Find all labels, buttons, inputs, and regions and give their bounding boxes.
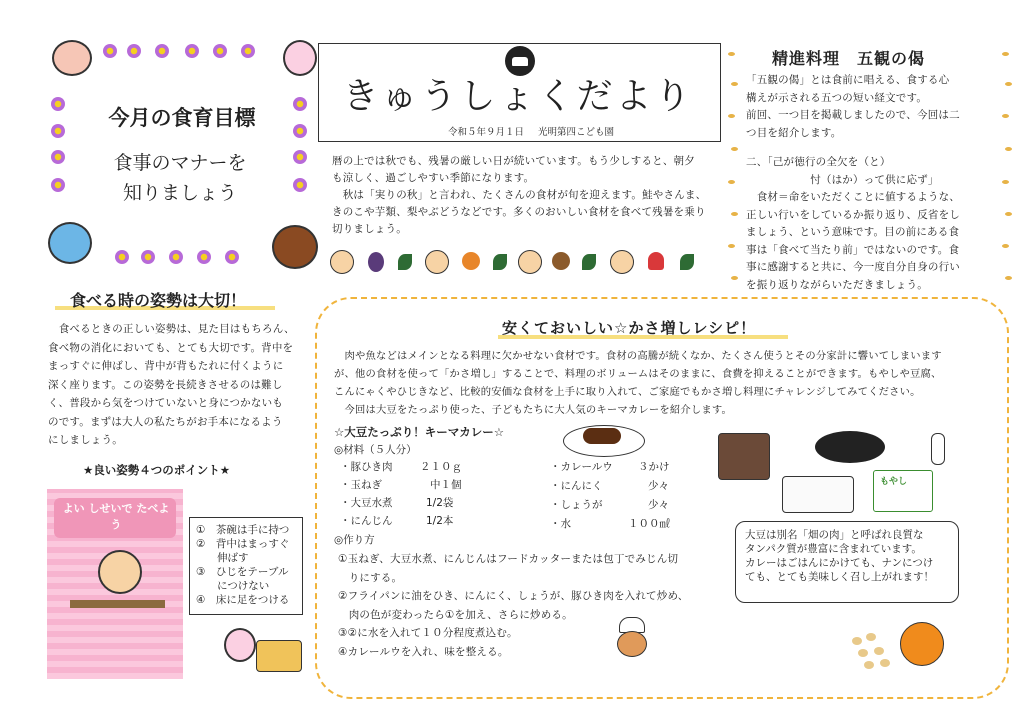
chef-icon [613, 617, 649, 661]
recipe-intro-line: が、他の食材を使って「かさ増し」することで、料理のボリュームはそのままに、食費を抑えることができます。もやしや豆腐、 [334, 368, 942, 380]
flower-icon [155, 44, 169, 58]
shojin-line: 「五観の偈」とは食前に唱える、食する心 [746, 74, 950, 86]
flower-icon [241, 44, 255, 58]
ingredient-name: ・玉ねぎ [340, 479, 382, 491]
pig-icon [52, 40, 92, 76]
shojin-line: つ目を紹介します。 [746, 126, 842, 139]
posture-line: 食べ物の消化においても、とても大切です。背中を [48, 341, 294, 354]
point-item: ① 茶碗は手に持つ [196, 524, 290, 536]
pumpkin-character-icon [900, 622, 944, 666]
school-name: 光明第四こども園 [538, 127, 615, 138]
bear-icon [272, 225, 318, 269]
soybean-note-line: ても、とても美味しく召し上がれます！ [745, 571, 934, 583]
ingredient-name: ・豚ひき肉 [340, 461, 393, 473]
tofu-icon [782, 476, 854, 513]
shojin-line: を振り返りながらいただきましょう。 [746, 278, 928, 291]
shojin-line: ましょう、という意味です。目の前にある食 [746, 226, 960, 238]
konnyaku-icon [718, 433, 770, 480]
flower-icon [51, 178, 65, 192]
recipe-step: 肉の色が変わったら①を加え、さらに炒める。 [338, 608, 573, 621]
rabbit-icon [283, 40, 317, 76]
recipe-intro-line: 今回は大豆をたっぷり使った、子どもたちに大人気のキーマカレーを紹介します。 [334, 404, 733, 416]
flower-icon [225, 250, 239, 264]
soybean-note-line: カレーはごはんにかけても、ナンにつけ [745, 557, 934, 569]
ingredient-name: ・大豆水煮 [340, 497, 393, 509]
grape-icon [368, 252, 384, 272]
recipe-intro [334, 347, 994, 419]
chestnut-icon [552, 252, 570, 270]
flower-icon [51, 150, 65, 164]
shojin-line: 忖（はか）って供に応ず」 [746, 173, 939, 186]
flower-icon [293, 150, 307, 164]
materials-label: ◎材料（５人分） [334, 444, 417, 456]
soybean-note-line: 大豆は別名「畑の肉」と呼ばれ良質な [745, 529, 924, 541]
flower-icon [115, 250, 129, 264]
child-face-icon [518, 250, 542, 274]
flower-icon [169, 250, 183, 264]
point-item: ② 背中はまっすぐ [196, 538, 290, 550]
recipe-step: ④カレールウを入れ、味を整える。 [338, 645, 509, 658]
ingredient-name: ・カレールウ [550, 461, 613, 473]
point-item: につけない [196, 580, 270, 592]
point-item: ④ 床に足をつける [196, 594, 290, 606]
child-eating-icon [98, 550, 142, 594]
recipe-heading: 安くておいしい☆かさ増しレシピ！ [502, 319, 757, 337]
flower-icon [293, 124, 307, 138]
ingredient-amount: 少々 [648, 480, 669, 492]
newsletter-title: きゅうしょくだより [342, 76, 694, 117]
shojin-line: 前回、一つ目を掲載しましたので、今回は二 [746, 109, 960, 121]
method-label: ◎作り方 [334, 534, 375, 546]
leaf-icon [398, 254, 412, 270]
ingredient-amount: 1/2本 [426, 515, 454, 527]
recipe-step: ②フライパンに油をひき、にんにく、しょうが、豚ひき肉を入れて炒め、 [338, 590, 689, 602]
ingredient-name: ・にんにく [550, 480, 603, 492]
recipe-step: りにする。 [338, 571, 403, 584]
shojin-line: 二、「己が徳行の全欠を（と） [746, 156, 891, 168]
ingredient-name: ・しょうが [550, 499, 603, 511]
shojin-line: 事は「食べて当たり前」ではないのです。食 [746, 243, 960, 256]
bean-sprout-label: もやし [880, 477, 908, 487]
illustration-banner-text: よい しせいで たべよう [62, 502, 170, 531]
goal-line: 食事のマナーを [113, 152, 247, 174]
shojin-text [746, 72, 996, 294]
shojin-line: 構えが示される五つの短い経文です。 [746, 91, 928, 104]
recipe-intro-line: こんにゃくやひじきなど、比較的安価な食材を上手に取り入れて、ご家庭でもかさ増し料理にチャレンジしてみてください。 [334, 386, 921, 398]
shojin-line: 食材＝命をいただくことに値するような、 [746, 191, 960, 203]
intro-line: 暦の上では秋でも、残暑の厳しい日が続いています。もう少しすると、朝夕 [332, 155, 695, 167]
intro-line: きのこや芋類、梨やぶどうなどです。多くのおいしい食材を食べて残暑を乗り [332, 206, 706, 218]
flower-icon [127, 44, 141, 58]
intro-text [332, 153, 717, 238]
keema-curry-icon [583, 428, 621, 444]
flower-icon [51, 124, 65, 138]
point-item: ③ ひじをテーブル [196, 566, 289, 578]
recipe-steps [338, 550, 708, 661]
intro-line: 秋は「実りの秋」と言われ、たくさんの食材が旬を迎えます。鮭やさんま、 [332, 189, 707, 201]
posture-line: まっすぐに伸ばし、背中が背もたれに付くように [48, 360, 284, 372]
posture-heading: 食べる時の姿勢は大切！ [70, 291, 247, 310]
rabbit-icon [224, 628, 256, 662]
flower-icon [293, 178, 307, 192]
ingredient-amount: 中１個 [430, 479, 462, 491]
flower-icon [213, 44, 227, 58]
recipe-step: ①玉ねぎ、大豆水煮、にんじんはフードカッターまたは包丁でみじん切 [338, 553, 679, 565]
bean-sprout-icon [931, 433, 945, 465]
autumn-leaf-decoration [728, 52, 740, 292]
flower-icon [185, 44, 199, 58]
posture-text [48, 320, 308, 450]
flower-icon [103, 44, 117, 58]
posture-line: にしましょう。 [48, 434, 123, 446]
child-face-icon [425, 250, 449, 274]
ingredient-name: ・にんじん [340, 515, 393, 527]
posture-line: 深く座ります。この姿勢を長続きさせるのは難し [48, 378, 283, 391]
shojin-line: 正しい行いをしているか振り返り、反省をし [746, 208, 960, 221]
flower-icon [51, 97, 65, 111]
ingredient-amount: 少々 [648, 499, 669, 511]
posture-line: のです。まずは大人の私たちがお手本になるよう [48, 415, 283, 428]
child-face-icon [330, 250, 354, 274]
flower-icon [197, 250, 211, 264]
soybean-note [745, 528, 950, 584]
child-face-icon [610, 250, 634, 274]
table-icon [70, 600, 165, 608]
mushroom-icon [648, 252, 664, 270]
mouse-icon [48, 222, 92, 264]
shojin-line: 事に感謝すると共に、今一度自分自身の行い [746, 261, 960, 273]
flower-icon [141, 250, 155, 264]
flower-icon [293, 97, 307, 111]
goal-heading: 今月の食育目標 [108, 106, 256, 130]
autumn-leaf-decoration [1002, 52, 1014, 292]
posture-line: 食べるときの正しい姿勢は、見た目はもちろん、 [48, 323, 295, 335]
hijiki-icon [815, 431, 885, 463]
goal-text [85, 148, 275, 208]
ingredient-name: ・水 [550, 518, 571, 530]
leaf-icon [582, 254, 596, 270]
leaf-icon [680, 254, 694, 270]
shojin-heading: 精進料理 五観の偈 [772, 49, 926, 68]
point-item: 伸ばす [196, 552, 249, 564]
ingredient-amount: 1/2袋 [426, 497, 454, 509]
posture-line: く、普段から気をつけていないと身につかないも [48, 397, 283, 409]
ingredient-amount: ３かけ [638, 461, 670, 473]
cart-icon [256, 640, 302, 672]
persimmon-icon [462, 252, 480, 270]
recipe-step: ③②に水を入れて１０分程度煮込む。 [338, 627, 518, 639]
leaf-icon [493, 254, 507, 270]
soybean-note-line: タンパク質が豊富に含まれています。 [745, 543, 922, 555]
ingredient-amount: ２１０ｇ [420, 461, 462, 473]
points-heading: ★良い姿勢４つのポイント★ [83, 463, 231, 477]
recipe-name: ☆大豆たっぷり！キーマカレー☆ [334, 425, 505, 439]
issue-date: 令和５年９月１日 [448, 127, 525, 138]
recipe-intro-line: 肉や魚などはメインとなる料理に欠かせない食材です。食材の高騰が続くなか、たくさん使うとその分家計に響いてしまいます [334, 350, 942, 362]
ingredient-amount: １００㎖ [628, 518, 670, 530]
intro-line: も涼しく、過ごしやすい季節になります。 [332, 172, 535, 184]
goal-line: 知りましょう [122, 182, 237, 204]
intro-line: 切りましょう。 [332, 223, 407, 235]
